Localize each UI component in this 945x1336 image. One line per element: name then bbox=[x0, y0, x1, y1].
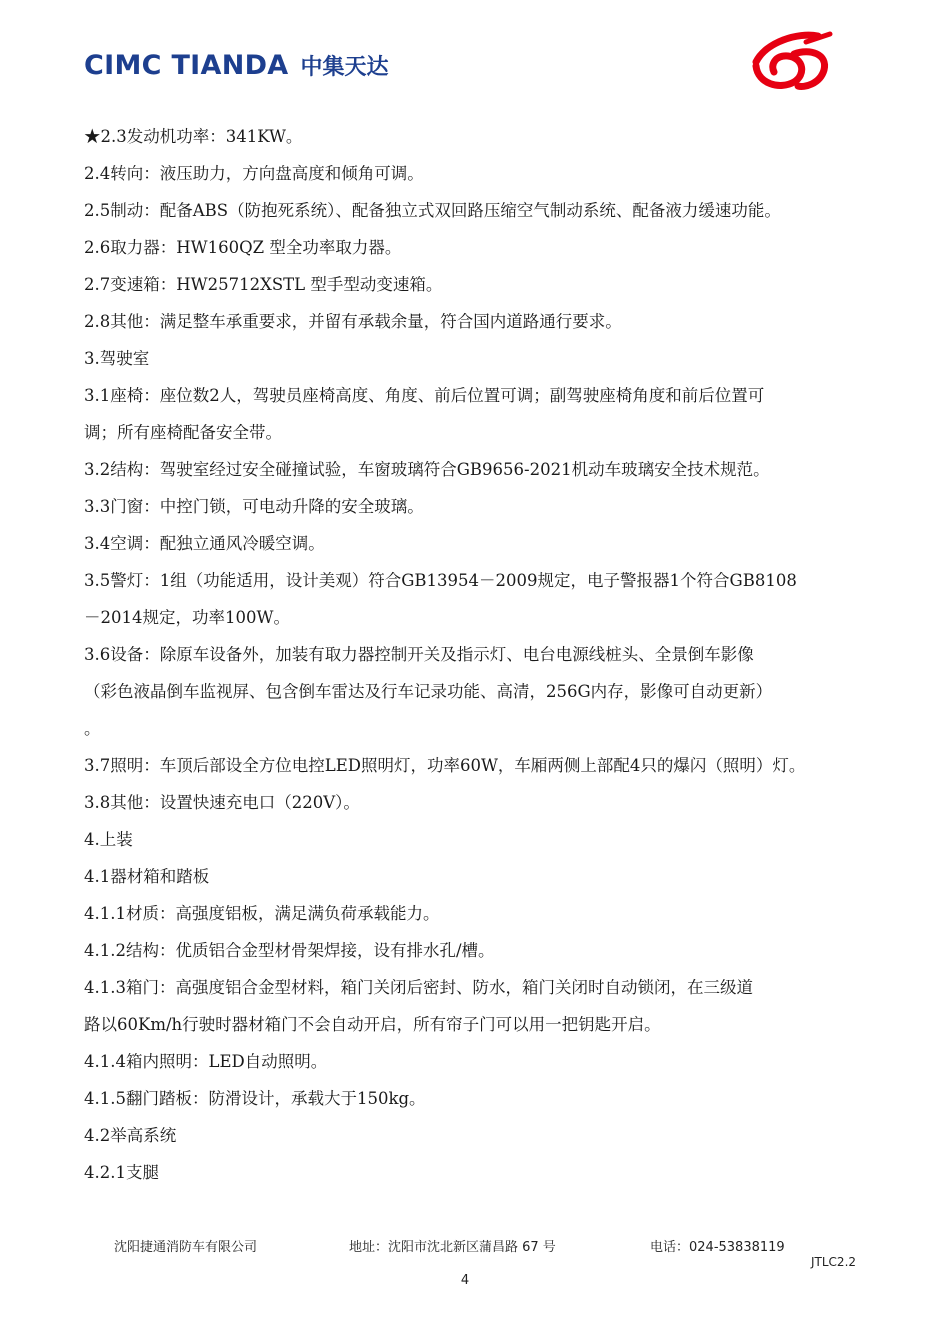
page-header bbox=[0, 0, 945, 110]
text-line: 4.1器材箱和踏板 bbox=[84, 867, 210, 886]
text-line: 3.8其他：设置快速充电口（220V）。 bbox=[84, 793, 360, 812]
text-line: 4.2举高系统 bbox=[84, 1126, 177, 1145]
text-line: （彩色液晶倒车监视屏、包含倒车雷达及行车记录功能、高清，256G内存，影像可自动更新） bbox=[84, 682, 773, 701]
page-number: 4 bbox=[460, 1273, 470, 1288]
text-line: 路以60Km/h行驶时器材箱门不会自动开启，所有帘子门可以用一把钥匙开启。 bbox=[84, 1015, 661, 1034]
text-line: 4.1.5翻门踏板：防滑设计，承载大于150kg。 bbox=[84, 1089, 426, 1108]
text-line: 4.1.1材质：高强度铝板，满足满负荷承载能力。 bbox=[84, 904, 440, 923]
footer-company: 沈阳捷通消防车有限公司 bbox=[114, 1240, 258, 1255]
text-line: 4.1.2结构：优质铝合金型材骨架焊接，设有排水孔/槽。 bbox=[84, 941, 495, 960]
footer-address: 地址：沈阳市沈北新区蒲昌路 67 号 bbox=[349, 1240, 556, 1255]
brand-name-cn: 中集天达 bbox=[300, 55, 389, 80]
text-line: ★2.3发动机功率：341KW。 bbox=[84, 127, 303, 146]
text-line: 调；所有座椅配备安全带。 bbox=[84, 423, 282, 442]
document-body bbox=[84, 118, 874, 1191]
footer-doc-code: JTLC2.2 bbox=[811, 1255, 857, 1269]
text-line: 3.6设备：除原车设备外，加装有取力器控制开关及指示灯、电台电源线桩头、全景倒车影像 bbox=[84, 645, 754, 664]
footer-phone: 电话：024-53838119 bbox=[650, 1240, 785, 1255]
text-line: 3.3门窗：中控门锁，可电动升降的安全玻璃。 bbox=[84, 497, 424, 516]
text-line: 4.1.4箱内照明：LED自动照明。 bbox=[84, 1052, 328, 1071]
text-line: 4.1.3箱门：高强度铝合金型材料，箱门关闭后密封、防水，箱门关闭时自动锁闭，在三级道 bbox=[84, 978, 753, 997]
text-line: 3.2结构：驾驶室经过安全碰撞试验，车窗玻璃符合GB9656-2021机动车玻璃安全技术规范。 bbox=[84, 460, 770, 479]
text-line: 3.驾驶室 bbox=[84, 349, 150, 368]
text-line: －2014规定，功率100W。 bbox=[84, 608, 290, 627]
company-emblem-icon bbox=[748, 28, 834, 94]
text-line: 。 bbox=[84, 719, 101, 738]
text-line: 3.4空调：配独立通风冷暖空调。 bbox=[84, 534, 325, 553]
text-line: 3.1座椅：座位数2人，驾驶员座椅高度、角度、前后位置可调；副驾驶座椅角度和前后位置可 bbox=[84, 386, 765, 405]
text-line: 2.6取力器：HW160QZ 型全功率取力器。 bbox=[84, 238, 402, 257]
text-line: 2.4转向：液压助力，方向盘高度和倾角可调。 bbox=[84, 164, 424, 183]
text-line: 4.上装 bbox=[84, 830, 133, 849]
text-line: 2.7变速箱：HW25712XSTL 型手型动变速箱。 bbox=[84, 275, 443, 294]
text-line: 4.2.1支腿 bbox=[84, 1163, 159, 1182]
brand-logo bbox=[84, 50, 389, 81]
text-line: 3.5警灯：1组（功能适用，设计美观）符合GB13954－2009规定，电子警报器1个符合GB8108 bbox=[84, 571, 797, 590]
text-line: 2.8其他：满足整车承重要求，并留有承载余量，符合国内道路通行要求。 bbox=[84, 312, 622, 331]
text-line: 3.7照明：车顶后部设全方位电控LED照明灯，功率60W，车厢两侧上部配4只的爆闪（照明）灯。 bbox=[84, 756, 806, 775]
brand-name-en: CIMC TIANDA bbox=[84, 50, 289, 81]
text-line: 2.5制动：配备ABS（防抱死系统）、配备独立式双回路压缩空气制动系统、配备液力缓速功能。 bbox=[84, 201, 781, 220]
